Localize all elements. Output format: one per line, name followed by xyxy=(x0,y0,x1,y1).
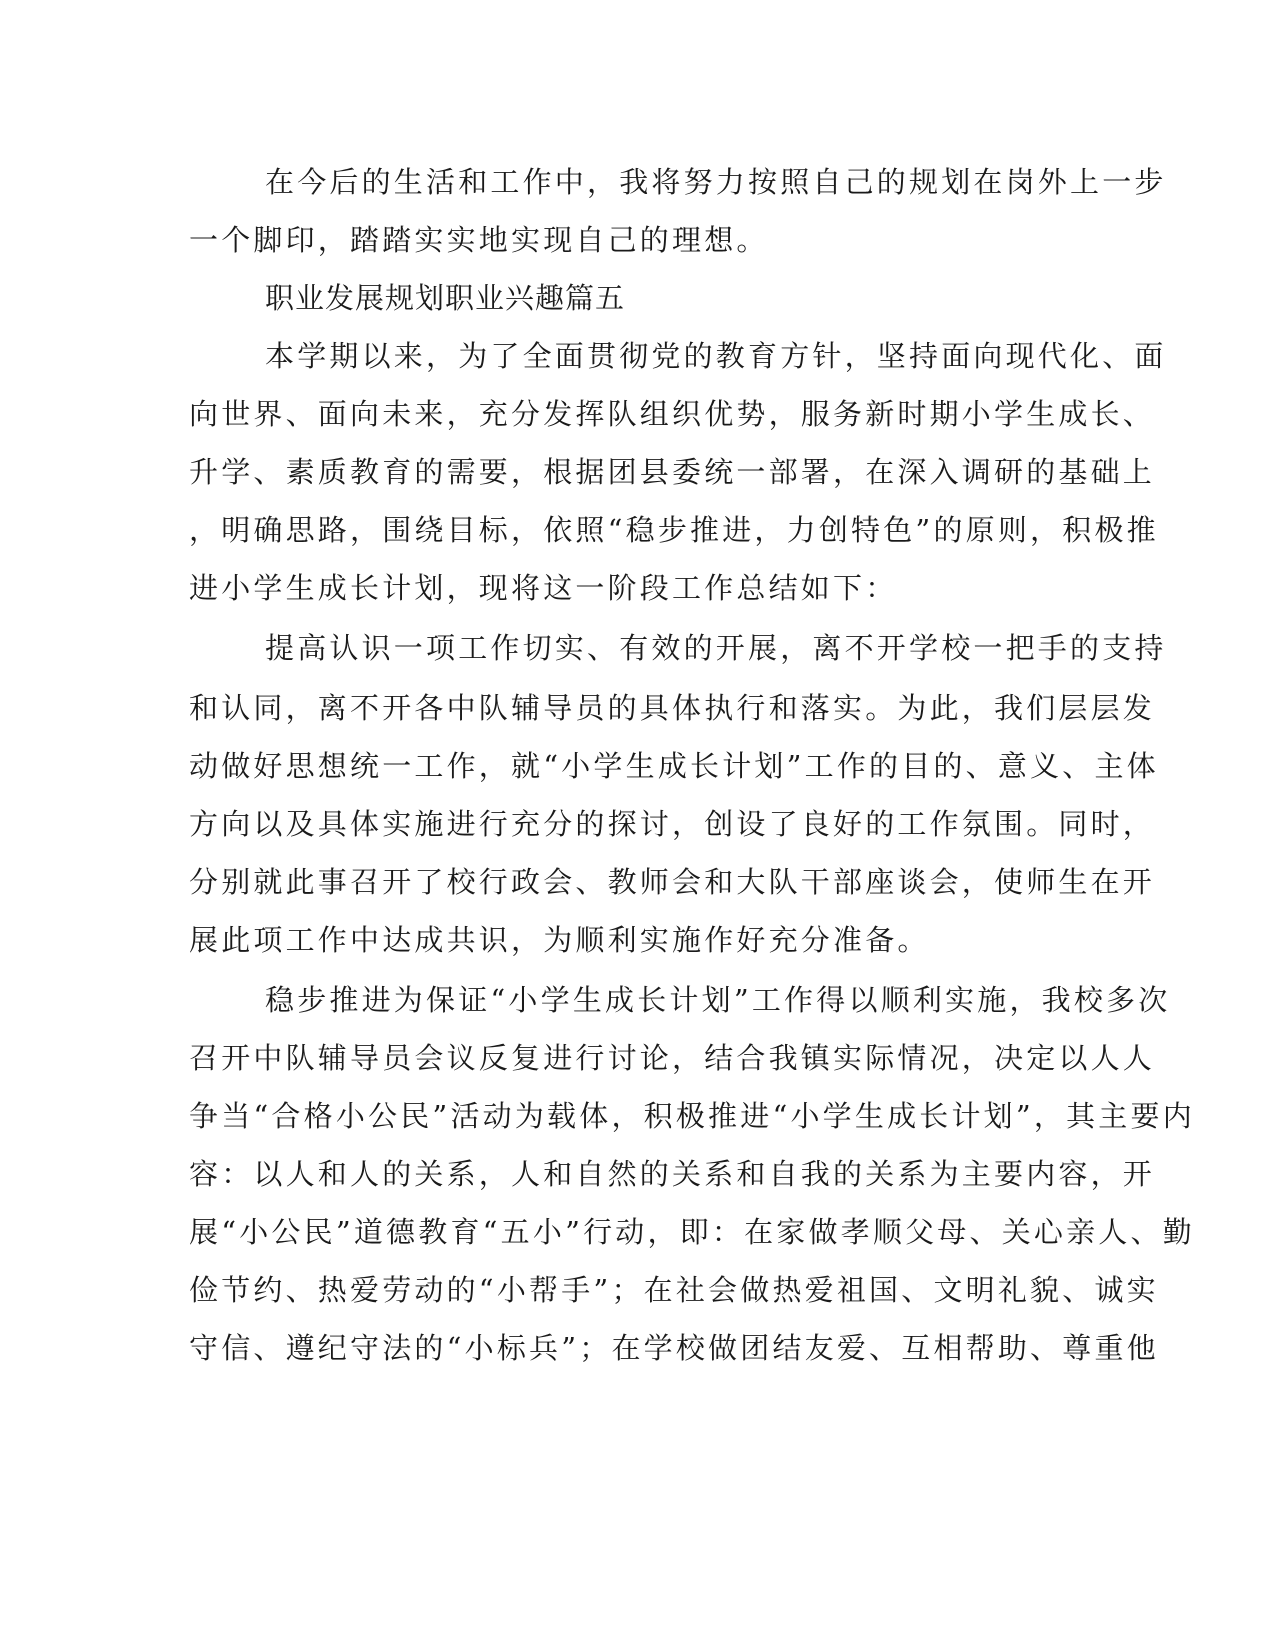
paragraph-line: 进小学生成长计划，现将这一阶段工作总结如下： xyxy=(189,571,898,605)
paragraph-line: 向世界、面向未来，充分发挥队组织优势，服务新时期小学生成长、 xyxy=(189,397,1156,431)
paragraph-line: ，明确思路，围绕目标，依照“稳步推进，力创特色”的原则，积极推 xyxy=(189,513,1159,547)
paragraph-line: 方向以及具体实施进行充分的探讨，创设了良好的工作氛围。同时， xyxy=(189,807,1156,841)
paragraph-line: 展“小公民”道德教育“五小”行动，即：在家做孝顺父母、关心亲人、勤 xyxy=(189,1215,1195,1249)
section-heading: 职业发展规划职业兴趣篇五 xyxy=(265,281,626,315)
paragraph-line: 一个脚印，踏踏实实地实现自己的理想。 xyxy=(189,223,769,257)
paragraph-line: 动做好思想统一工作，就“小学生成长计划”工作的目的、意义、主体 xyxy=(189,749,1159,783)
paragraph-line: 守信、遵纪守法的“小标兵”；在学校做团结友爱、互相帮助、尊重他 xyxy=(189,1331,1159,1365)
paragraph-line: 俭节约、热爱劳动的“小帮手”；在社会做热爱祖国、文明礼貌、诚实 xyxy=(189,1273,1159,1307)
paragraph-line: 召开中队辅导员会议反复进行讨论，结合我镇实际情况，决定以人人 xyxy=(189,1041,1156,1075)
paragraph-line: 分别就此事召开了校行政会、教师会和大队干部座谈会，使师生在开 xyxy=(189,865,1156,899)
paragraph-line: 本学期以来，为了全面贯彻党的教育方针，坚持面向现代化、面 xyxy=(265,339,1167,373)
paragraph-line: 和认同，离不开各中队辅导员的具体执行和落实。为此，我们层层发 xyxy=(189,691,1156,725)
paragraph-line: 升学、素质教育的需要，根据团县委统一部署，在深入调研的基础上 xyxy=(189,455,1156,489)
paragraph-line: 在今后的生活和工作中，我将努力按照自己的规划在岗外上一步 xyxy=(265,165,1167,199)
paragraph-line: 容：以人和人的关系，人和自然的关系和自我的关系为主要内容，开 xyxy=(189,1157,1156,1191)
paragraph-line: 争当“合格小公民”活动为载体，积极推进“小学生成长计划”，其主要内 xyxy=(189,1099,1195,1133)
paragraph-line: 展此项工作中达成共识，为顺利实施作好充分准备。 xyxy=(189,923,930,957)
paragraph-line: 稳步推进为保证“小学生成长计划”工作得以顺利实施，我校多次 xyxy=(265,983,1171,1017)
paragraph-line: 提高认识一项工作切实、有效的开展，离不开学校一把手的支持 xyxy=(265,631,1167,665)
